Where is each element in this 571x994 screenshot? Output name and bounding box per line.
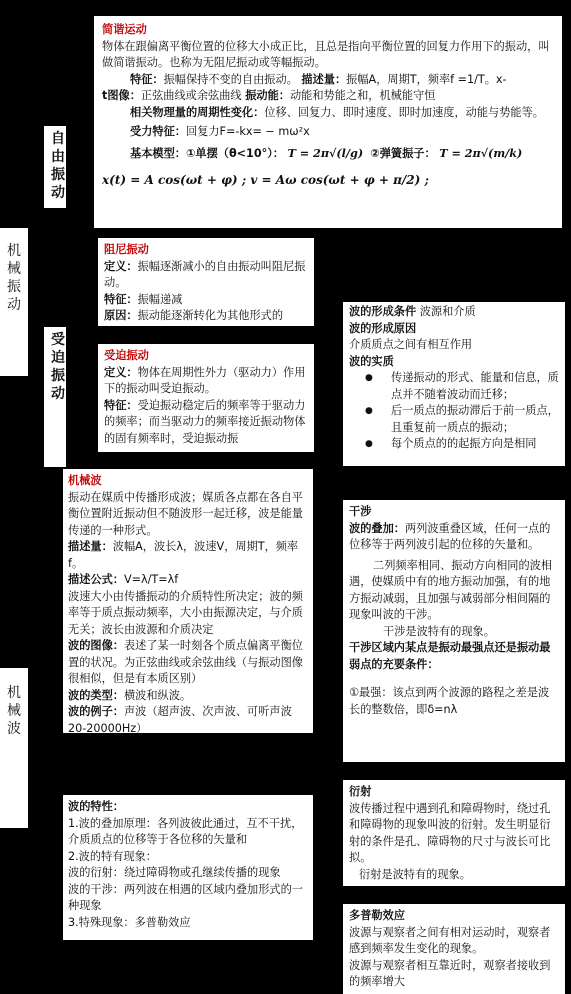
text: 物体在周期性外力（驱动力）作用下的振动叫受迫振动。 bbox=[104, 365, 306, 395]
doppler-title: 多普勒效应 bbox=[349, 909, 405, 922]
label: 定义： bbox=[104, 365, 138, 379]
label: 波的叠加： bbox=[349, 521, 405, 535]
label-char: 由 bbox=[51, 149, 65, 165]
label: 特征： bbox=[130, 72, 164, 86]
shm-force bbox=[102, 124, 554, 141]
wave-title: 机械波 bbox=[68, 474, 102, 487]
wave-example bbox=[68, 704, 308, 733]
label-free-vibration bbox=[44, 126, 66, 208]
diffraction-box bbox=[343, 780, 565, 886]
doppler-text: 波源与观察者相互靠近时，观察者接收到的频率增大 bbox=[349, 958, 551, 988]
shm-motion-equation: x(t) = A cos(ωt + φ) ; v = Aω cos(ωt + φ + π/2) ; bbox=[102, 173, 429, 187]
label-char: 受 bbox=[51, 332, 65, 348]
diffraction-text: 波传播过程中遇到孔和障碍物时，绕过孔和障碍物的现象叫波的衍射。发生明显衍射的条件是孔、障碍物的尺寸与波长可比拟。 bbox=[349, 801, 551, 864]
label: t图像： bbox=[102, 89, 141, 102]
damped-def bbox=[104, 259, 308, 292]
damped-box bbox=[98, 238, 314, 326]
forced-box bbox=[98, 344, 314, 452]
wave-graph bbox=[68, 638, 308, 688]
text: 位移、回复力、即时速度、即时加速度，动能与势能等。 bbox=[264, 105, 544, 119]
label: 相关物理量的周期性变化： bbox=[130, 105, 265, 119]
interference-note: 干涉是波特有的现象。 bbox=[383, 624, 495, 638]
label-char: 动 bbox=[51, 386, 65, 402]
formation-reason-label: 波的形成原因 bbox=[349, 321, 417, 335]
label: 特征： bbox=[104, 398, 138, 412]
text: ②弹簧振子： bbox=[370, 146, 436, 160]
shm-definition: 物体在跟偏离平衡位置的位移大小成正比，且总是指向平衡位置的回复力作用下的振动，叫做简谐振动。也称为无阻尼振动或等幅振动。 bbox=[102, 39, 550, 69]
wave-describe bbox=[68, 539, 308, 572]
label-char: 动 bbox=[7, 297, 21, 313]
text: 正弦曲线或余弦曲线 bbox=[140, 89, 242, 102]
doppler-box bbox=[343, 904, 565, 994]
list-item: ● 每个质点的的起振方向是相同 bbox=[349, 436, 559, 453]
wave-types bbox=[68, 688, 308, 705]
interference-condition-title: 干涉区域内某点是振动最强点还是振动最弱点的充要条件： bbox=[349, 641, 551, 671]
wave-box bbox=[63, 469, 313, 733]
text: 两列波重叠区域，任何一点的位移等于两列波引起的位移的矢量和。 bbox=[349, 521, 551, 551]
wave-props-box bbox=[63, 795, 313, 940]
damped-title: 阻尼振动 bbox=[104, 243, 149, 256]
formation-essence-label: 波的实质 bbox=[349, 354, 394, 368]
damped-feature bbox=[104, 292, 308, 309]
wave-props-line: 1.波的叠加原理：各列波彼此通过，互不干扰，介质质点的位移等于各位移的矢量和 bbox=[68, 816, 303, 846]
label-forced-vibration bbox=[44, 327, 66, 467]
list-item: ● 后一质点的振动滞后于前一质点，且重复前一质点的振动； bbox=[349, 403, 559, 436]
label-char: 机 bbox=[7, 685, 21, 701]
wave-decide: 波速大小由传播振动的介质特性所决定；波的频率等于质点振动频率，大小由振源决定，与介质无关；波长由波源和介质决定 bbox=[68, 589, 303, 636]
text: 受迫振动稳定后的频率等于驱动力的频率；而当驱动力的频率接近振动物体的固有频率时，受迫振动振 bbox=[104, 398, 306, 445]
wave-props-line: 2.波的特有现象： bbox=[68, 849, 157, 863]
shm-title: 简谐运动 bbox=[102, 23, 147, 36]
text: 振幅A，周期T，频率f =1/T。x- bbox=[346, 72, 507, 86]
label-char: 振 bbox=[51, 167, 65, 183]
damped-cause bbox=[104, 308, 308, 325]
label: 波的形成条件 bbox=[349, 305, 417, 318]
wave-formula bbox=[68, 572, 308, 589]
interference-superposition bbox=[349, 521, 559, 554]
label-char: 机 bbox=[7, 243, 21, 259]
text: 横波和纵波。 bbox=[123, 688, 192, 702]
shm-describe bbox=[102, 72, 554, 89]
label-char: 迫 bbox=[51, 350, 65, 366]
text: 振动能逐渐转化为其他形式的 bbox=[137, 309, 284, 322]
label: 原因： bbox=[104, 309, 138, 322]
label-char: 自 bbox=[51, 131, 65, 147]
text: ①单摆（θ<10°）： bbox=[185, 146, 284, 160]
shm-period-change bbox=[102, 105, 554, 122]
doppler-text: 波源与观察者之间有相对运动时，观察者感到频率发生变化的现象。 bbox=[349, 925, 551, 955]
text: 动能和势能之和，机械能守恒 bbox=[289, 89, 436, 102]
diffraction-title: 衍射 bbox=[349, 785, 372, 798]
label: 基本模型： bbox=[130, 146, 186, 160]
text: 波源和介质 bbox=[419, 305, 476, 318]
forced-title: 受迫振动 bbox=[104, 349, 149, 362]
shm-box bbox=[94, 16, 562, 228]
wave-props-line: 波的衍射：绕过障碍物或孔继续传播的现象 bbox=[68, 866, 281, 879]
interference-desc: 二列频率相同、振动方向相同的波相遇，使媒质中有的地方振动加强，有的地方振动减弱，且加强与减弱部分相间隔的现象叫波的干涉。 bbox=[349, 558, 553, 621]
label: 描述量： bbox=[301, 72, 347, 86]
label-char: 械 bbox=[7, 261, 21, 277]
formation-condition bbox=[349, 304, 559, 321]
forced-def bbox=[104, 365, 308, 398]
text: 振幅递减 bbox=[137, 292, 183, 306]
label: 波的例子： bbox=[68, 705, 124, 718]
diffraction-note: 衍射是波特有的现象。 bbox=[359, 867, 471, 881]
text: V=λ/T=λf bbox=[123, 573, 179, 586]
interference-strongest: ①最强：该点到两个波源的路程之差是波长的整数倍，即δ=nλ bbox=[349, 686, 550, 716]
label-char: 振 bbox=[7, 279, 21, 295]
wave-props-line: 3.特殊现象：多普勒效应 bbox=[68, 915, 191, 929]
pendulum-formula: T = 2π√(l/g) bbox=[287, 145, 364, 160]
formation-reason-text: 介质质点之间有相互作用 bbox=[349, 338, 473, 351]
formation-essence-list bbox=[349, 370, 559, 453]
interference-box bbox=[343, 500, 565, 762]
text: 波幅A，波长λ，波速V，周期T，频率f。 bbox=[68, 540, 299, 570]
label: 波的图像： bbox=[68, 639, 124, 652]
label-char: 振 bbox=[51, 368, 65, 384]
text: 振幅保持不变的自由振动。 bbox=[163, 72, 298, 86]
wave-def: 振动在媒质中传播形成波；媒质各点都在各自平衡位置附近振动但不随波形一起迁移，波是能量传递的一种形式。 bbox=[68, 490, 303, 537]
shm-image bbox=[102, 88, 554, 105]
label-char: 动 bbox=[51, 185, 65, 201]
label-mechanical-vibration bbox=[0, 228, 28, 376]
list-item: ● 传递振动的形式、能量和信息，质点并不随着波动而迁移； bbox=[349, 370, 559, 403]
text: 回复力F=-kx= − mω²x bbox=[185, 125, 310, 138]
label-char: 波 bbox=[7, 721, 21, 737]
label-char: 械 bbox=[7, 703, 21, 719]
wave-props-line: 波的干涉：两列波在相遇的区域内叠加形式的一种现象 bbox=[68, 882, 303, 912]
label: 定义： bbox=[104, 259, 138, 273]
shm-models bbox=[102, 145, 554, 163]
text: 振幅逐渐减小的自由振动叫阻尼振动。 bbox=[104, 259, 306, 289]
label-mechanical-wave bbox=[0, 668, 28, 828]
spring-formula: T = 2π√(m/k) bbox=[439, 145, 523, 160]
label: 振动能： bbox=[245, 89, 290, 102]
label: 特征： bbox=[104, 292, 138, 306]
interference-title: 干涉 bbox=[349, 505, 372, 518]
forced-feature bbox=[104, 398, 308, 448]
label: 描述公式： bbox=[68, 573, 124, 586]
label: 受力特征： bbox=[130, 125, 186, 138]
wave-props-title: 波的特性： bbox=[68, 800, 124, 813]
text: 表述了某一时刻各个质点偏离平衡位置的状况。为正弦曲线或余弦曲线（与振动图像很相似，但是有本质区别） bbox=[68, 639, 303, 685]
text: 声波（超声波、次声波、可听声波20-20000Hz） bbox=[68, 705, 292, 733]
formation-box bbox=[343, 302, 565, 466]
label: 波的类型： bbox=[68, 688, 124, 702]
label: 描述量： bbox=[68, 540, 113, 553]
